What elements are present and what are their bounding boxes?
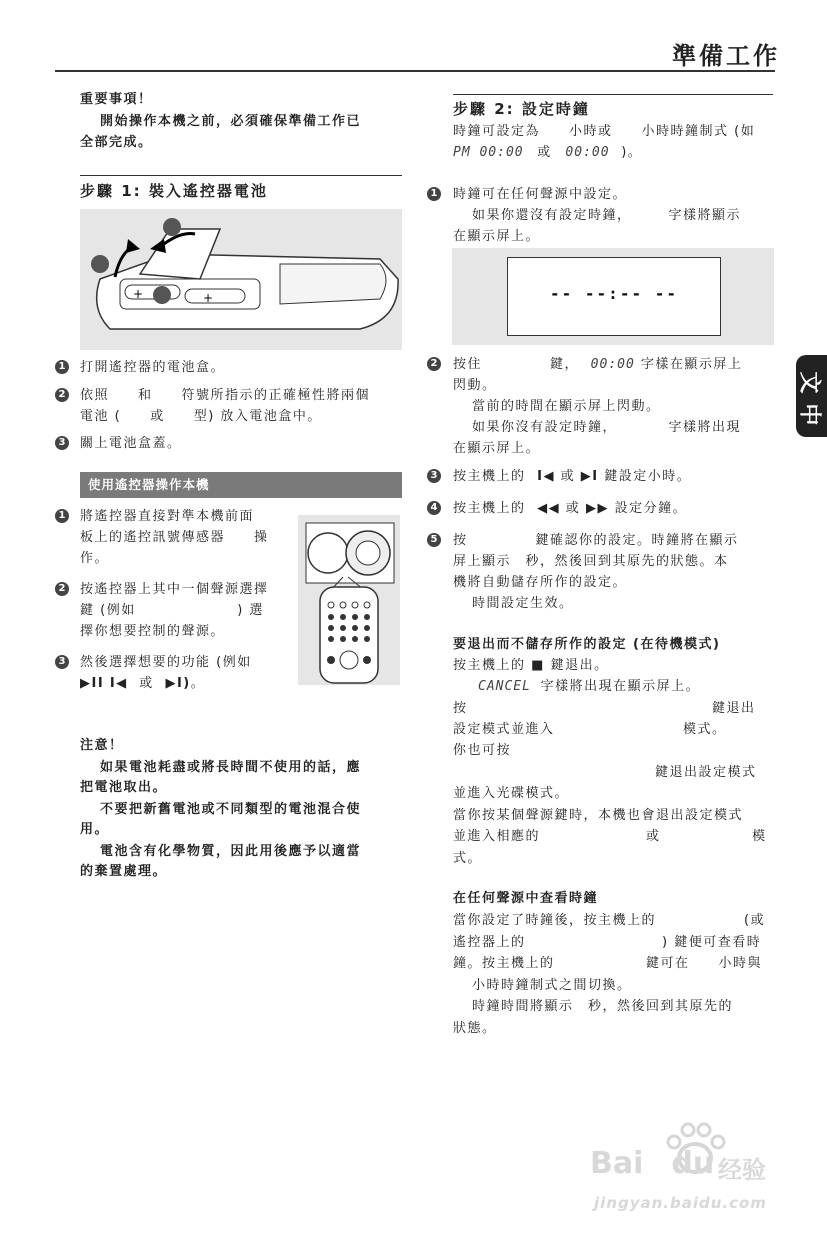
remote-item-3-line-1: 然後選擇想要的功能 (例如 (80, 655, 252, 670)
exit-line1-a: 按主機上的 (453, 658, 526, 673)
step2-item-5-line-2: 屏上顯示 秒，然後回到其原先的狀態。本 (453, 554, 729, 569)
step2-item-4 (453, 498, 687, 520)
remote-item-1-line-2: 板上的遙控訊號傳感器 操 (80, 530, 269, 545)
step1-title: 步驟 1: 裝入遙控器電池 (80, 182, 268, 200)
remote-use-title: 使用遙控器操作本機 (80, 472, 402, 498)
item4-rew-symbol: ◀◀ (537, 501, 561, 516)
exit-line-3-b: 鍵退出 (712, 701, 756, 716)
exit-line-4-a: 設定模式並進入 (453, 722, 555, 737)
step2-bullet-1: 1 (427, 187, 441, 201)
step1-item-2-line-2: 電池 ( 或 型) 放入電池盒中。 (80, 409, 322, 424)
exit-line-3-a: 按 (453, 701, 468, 716)
step2-item-5-line-1 (453, 530, 739, 552)
step1-bullet-3: 3 (55, 436, 69, 450)
lcd-pm-time: PM 00:00 (453, 145, 524, 160)
view-line-6: 狀態。 (453, 1021, 497, 1036)
item2-flash: 字樣在顯示屏上 (640, 357, 743, 372)
display-placeholder-text: -- --:-- -- (550, 284, 678, 303)
item4-text-b: 設定分鐘。 (614, 501, 688, 516)
important-title: 重要事項！ (80, 92, 153, 107)
watermark-brand-2: du (671, 1146, 715, 1181)
watermark-brand (590, 1146, 714, 1181)
exit-line-7: 並進入光碟模式。 (453, 786, 570, 801)
remote-bullet-3: 3 (55, 655, 69, 669)
step2-bullet-2: 2 (427, 357, 441, 371)
exit-line-8: 當你按某個聲源鍵時，本機也會退出設定模式 (453, 808, 744, 823)
view-line-3-a: 鐘。按主機上的 (453, 956, 555, 971)
play-pause-symbol: ▶II (80, 676, 105, 691)
remote-item-3-line-2 (80, 673, 205, 695)
note-line-2: 把電池取出。 (80, 780, 168, 795)
item3-or: 或 (560, 469, 576, 484)
exit-line-4-b: 模式。 (683, 722, 727, 737)
exit-line-2 (478, 676, 700, 698)
step2-item-1-line-3: 在顯示屏上。 (453, 229, 541, 244)
step2-intro-line-1: 時鐘可設定為 小時或 小時時鐘制式 (如 (453, 124, 756, 139)
intro-end: )。 (621, 145, 643, 160)
view-line-2-a: 遙控器上的 (453, 935, 526, 950)
note-line-1: 如果電池耗盡或將長時間不使用的話，應 (100, 760, 362, 775)
watermark-tag: 经验 (718, 1156, 766, 1184)
item4-ff-symbol: ▶▶ (585, 501, 609, 516)
step2-bullet-5: 5 (427, 533, 441, 547)
step2-item-1-line-2: 如果你還沒有設定時鐘， 字樣將顯示 (472, 208, 742, 223)
note-line-6: 的棄置處理。 (80, 864, 168, 879)
view-line-4: 小時時鐘制式之間切換。 (472, 978, 632, 993)
unit-and-remote-illustration (298, 515, 400, 685)
step1-item-3: 關上電池盒蓋。 (80, 436, 182, 451)
svg-text:+: + (133, 287, 144, 301)
item3-text-a: 按主機上的 (453, 469, 526, 484)
item2-lcd: 00:00 (590, 357, 635, 372)
display-screen (507, 257, 721, 336)
lcd-24h-time: 00:00 (565, 145, 610, 160)
item4-text-a: 按主機上的 (453, 501, 526, 516)
step2-bullet-3: 3 (427, 469, 441, 483)
item5-press: 按 (453, 533, 468, 548)
language-tab-char-2: 中 (796, 403, 822, 426)
cancel-lcd: CANCEL (478, 679, 531, 694)
remote-unit-figure (298, 515, 400, 685)
step2-item-1-line-1: 時鐘可在任何聲源中設定。 (453, 187, 628, 202)
view-title: 在任何聲源中查看時鐘 (453, 891, 599, 906)
end-period: 。 (190, 676, 206, 691)
step1-item-1: 打開遙控器的電池盒。 (80, 360, 226, 375)
step1-item-2-line-1: 依照 和 符號所指示的正確極性將兩個 (80, 388, 371, 403)
display-figure (452, 248, 774, 345)
item2-press: 按住 (453, 357, 483, 372)
battery-figure (80, 209, 402, 350)
step2-title: 步驟 2: 設定時鐘 (453, 100, 590, 118)
exit-line-9-c: 模 (752, 829, 767, 844)
important-line-1: 開始操作本機之前，必須確保準備工作已 (100, 114, 362, 129)
step2-bullet-4: 4 (427, 501, 441, 515)
item2-key: 鍵， (550, 357, 580, 372)
exit-line-1 (453, 655, 609, 677)
step1-bullet-2: 2 (55, 388, 69, 402)
next-symbol: ▶I) (165, 676, 191, 691)
exit-line-6: 鍵退出設定模式 (655, 765, 757, 780)
view-line-5: 時鐘時間將顯示 秒，然後回到其原先的 (472, 999, 734, 1014)
exit-line-9-b: 或 (646, 829, 661, 844)
step2-item-2-line-2: 閃動。 (453, 378, 497, 393)
stop-symbol: ■ (531, 658, 545, 673)
remote-bullet-1: 1 (55, 509, 69, 523)
view-line-1-a: 當你設定了時鐘後，按主機上的 (453, 913, 657, 928)
item3-prev-symbol: I◀ (537, 469, 555, 484)
exit-line-10: 式。 (453, 851, 483, 866)
exit-line2-text: 字樣將出現在顯示屏上。 (540, 679, 701, 694)
step2-item-2-line-5: 在顯示屏上。 (453, 441, 541, 456)
watermark-brand-1: Bai (590, 1146, 644, 1181)
language-tab-char-1: 文 (796, 371, 822, 394)
remote-item-1-line-3: 作。 (80, 551, 110, 566)
remote-item-2-line-1: 按遙控器上其中一個聲源選擇 (80, 582, 269, 597)
step2-item-2-line-4: 如果你沒有設定時鐘， 字樣將出現 (472, 420, 742, 435)
remote-battery-illustration (80, 209, 402, 350)
step2-rule (453, 94, 773, 95)
exit-line-5: 你也可按 (453, 743, 512, 758)
language-tab (796, 355, 827, 437)
intro-or: 或 (537, 145, 552, 160)
step2-item-3 (453, 466, 691, 488)
view-line-2-b: ) 鍵便可查看時 (662, 935, 762, 950)
remote-bullet-2: 2 (55, 582, 69, 596)
view-line-3-b: 鍵可在 小時與 (646, 956, 763, 971)
remote-item-2-line-2: 鍵 (例如 ) 選 (80, 603, 264, 618)
note-title: 注意！ (80, 738, 124, 753)
exit-line-9-a: 並進入相應的 (453, 829, 541, 844)
prev-symbol: I◀ (109, 676, 128, 691)
step2-intro-line-2 (453, 142, 642, 164)
step2-item-2-line-1 (453, 354, 742, 376)
item3-text-b: 鍵設定小時。 (604, 469, 692, 484)
item5-confirm: 鍵確認你的設定。時鐘將在顯示 (535, 533, 739, 548)
exit-title: 要退出而不儲存所作的設定 (在待機模式) (453, 637, 721, 652)
remote-item-1-line-1: 將遙控器直接對準本機前面 (80, 509, 255, 524)
page-title: 準備工作 (672, 42, 780, 70)
remote-item-2-line-3: 擇你想要控制的聲源。 (80, 624, 226, 639)
baidu-watermark (590, 1120, 790, 1230)
step1-rule (80, 175, 402, 176)
step2-item-5-line-3: 機將自動儲存所作的設定。 (453, 575, 628, 590)
note-line-3: 不要把新舊電池或不同類型的電池混合使 (100, 802, 362, 817)
step2-item-2-line-3: 當前的時間在顯示屏上閃動。 (472, 399, 661, 414)
svg-text:+: + (203, 291, 214, 305)
or-text: 或 (139, 676, 154, 691)
note-line-4: 用。 (80, 822, 110, 837)
view-line-1-b: (或 (744, 913, 766, 928)
note-line-5: 電池含有化學物質，因此用後應予以適當 (100, 844, 362, 859)
important-line-2: 全部完成。 (80, 135, 153, 150)
step2-item-5-line-4: 時間設定生效。 (472, 596, 574, 611)
header-rule (55, 70, 775, 72)
watermark-url: jingyan.baidu.com (594, 1194, 767, 1212)
step1-bullet-1: 1 (55, 360, 69, 374)
exit-line1-b: 鍵退出。 (550, 658, 609, 673)
item3-next-symbol: ▶I (580, 469, 599, 484)
item4-or: 或 (565, 501, 581, 516)
